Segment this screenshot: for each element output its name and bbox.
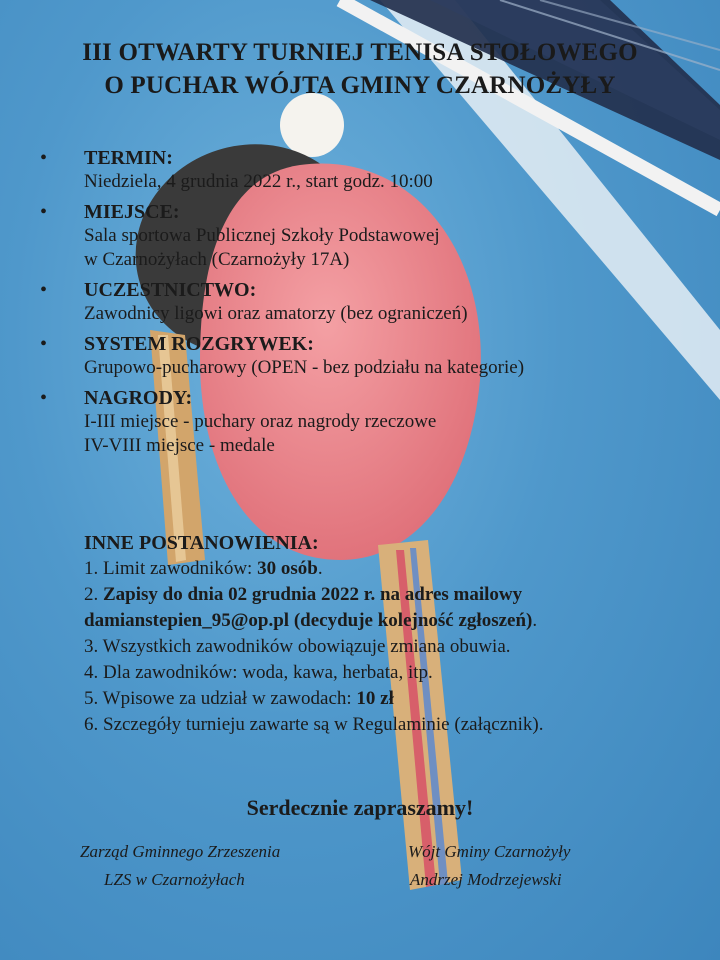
section-text: Zawodnicy ligowi oraz amatorzy (bez ograniczeń): [84, 303, 468, 324]
section-text: w Czarnożyłach (Czarnożyły 17A): [84, 249, 350, 270]
section-heading: TERMIN:: [84, 147, 173, 169]
bullet: •: [40, 387, 48, 409]
section-heading: NAGRODY:: [84, 387, 193, 409]
section-termin: [40, 146, 700, 194]
bullet: •: [40, 279, 48, 301]
provision-4: 4. Dla zawodników: woda, kawa, herbata, itp.: [84, 662, 433, 683]
provision-1: [84, 556, 704, 582]
signature-right: [380, 838, 570, 894]
provision-text: .: [532, 610, 538, 631]
section-text: Sala sportowa Publicznej Szkoły Podstawowej: [84, 225, 440, 246]
section-text: Niedziela, 4 grudnia 2022 r., start godz. 10:00: [84, 171, 433, 192]
section-text: IV-VIII miejsce - medale: [84, 435, 275, 456]
section-miejsce: [40, 200, 700, 272]
provision-emphasis: Zapisy do dnia 02 grudnia 2022 r. na adres mailowy: [103, 584, 523, 605]
provision-2-cont: [84, 608, 704, 634]
provision-text: 2.: [84, 584, 103, 605]
bullet: •: [40, 201, 48, 223]
provision-3: 3. Wszystkich zawodników obowiązuje zmiana obuwia.: [84, 636, 511, 657]
section-heading: MIEJSCE:: [84, 201, 180, 223]
section-heading: SYSTEM ROZGRYWEK:: [84, 333, 314, 355]
provision-emphasis: 30 osób: [257, 558, 318, 579]
section-heading: UCZESTNICTWO:: [84, 279, 257, 301]
info-list: [40, 146, 700, 464]
provision-text: 5. Wpisowe za udział w zawodach:: [84, 688, 357, 709]
signature-right-line-2: Andrzej Modrzejewski: [410, 870, 562, 889]
section-text: I-III miejsce - puchary oraz nagrody rzeczowe: [84, 411, 437, 432]
signature-left-line-1: Zarząd Gminnego Zrzeszenia: [80, 842, 281, 861]
section-nagrody: [40, 386, 700, 458]
provision-text: 1. Limit zawodników:: [84, 558, 258, 579]
section-system: [40, 332, 700, 380]
signature-left-line-2: LZS w Czarnożyłach: [104, 870, 245, 889]
title-line-1: III OTWARTY TURNIEJ TENISA STOŁOWEGO: [82, 39, 638, 66]
section-text: Grupowo-pucharowy (OPEN - bez podziału na kategorie): [84, 357, 525, 378]
closing-invitation: Serdecznie zapraszamy!: [246, 795, 474, 820]
poster-title: [0, 36, 720, 102]
signature-right-line-1: Wójt Gminy Czarnożyły: [408, 842, 571, 861]
provision-6: 6. Szczegóły turnieju zawarte są w Regulaminie (załącznik).: [84, 714, 544, 735]
bullet: •: [40, 147, 48, 169]
title-line-2: O PUCHAR WÓJTA GMINY CZARNOŻYŁY: [104, 72, 616, 99]
provision-2: [84, 582, 704, 608]
provision-text: .: [317, 558, 323, 579]
provision-5: [84, 686, 704, 712]
section-uczestnictwo: [40, 278, 700, 326]
bullet: •: [40, 333, 48, 355]
email-address: damianstepien_95@op.pl (decyduje kolejność zgłoszeń): [84, 610, 533, 631]
other-provisions: [84, 530, 704, 738]
provision-emphasis: 10 zł: [356, 688, 394, 709]
signature-left: [80, 838, 280, 894]
other-heading: INNE POSTANOWIENIA:: [84, 532, 319, 554]
